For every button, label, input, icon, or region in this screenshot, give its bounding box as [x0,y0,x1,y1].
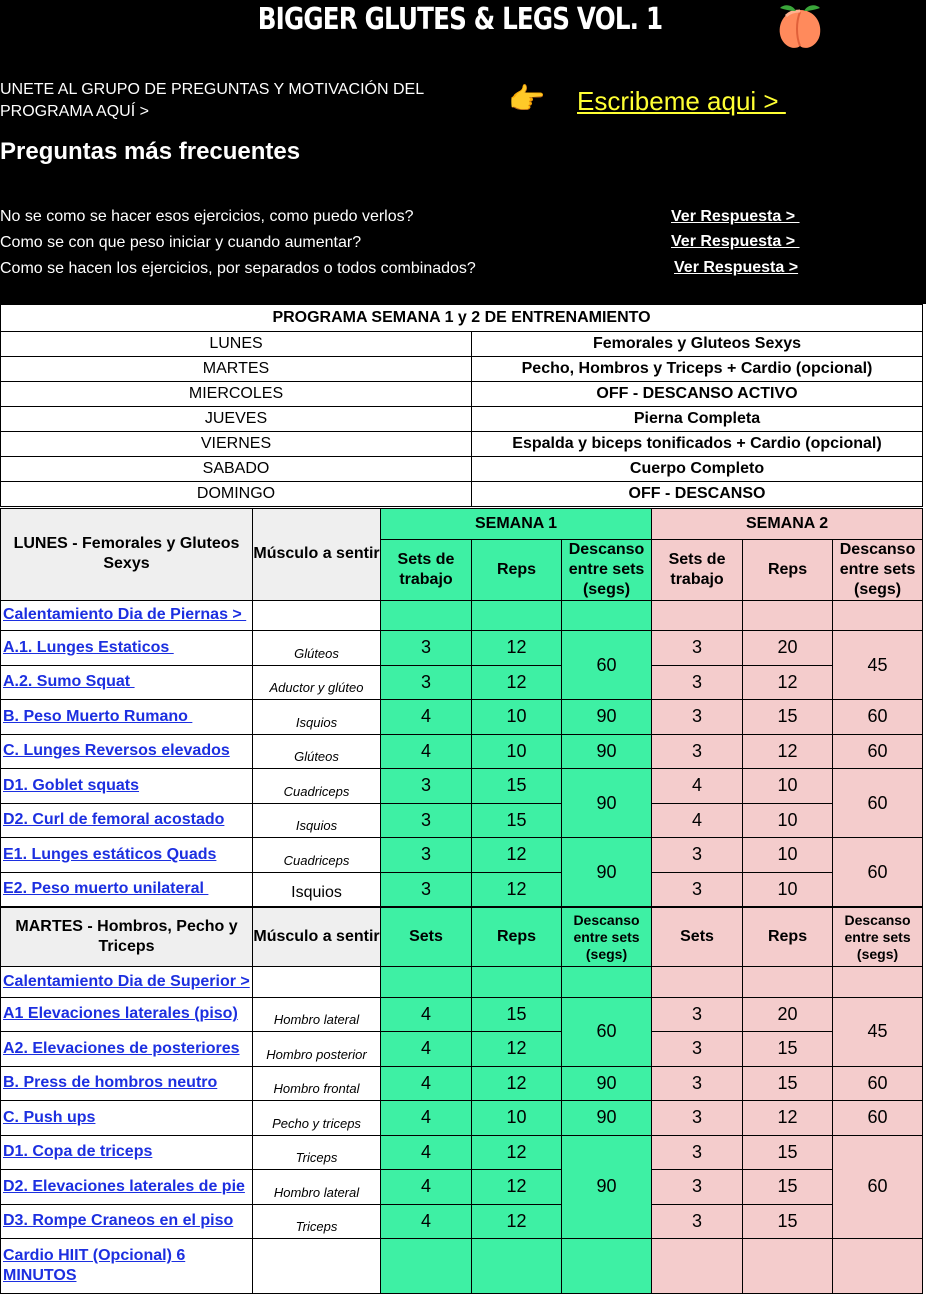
faq-question-3: Como se hacen los ejercicios, por separados o todos combinados? [0,260,476,277]
schedule-row [1,482,923,507]
table-row [1,803,923,838]
w2-rest: 60 [833,1101,923,1136]
w2-reps-header: Reps [743,907,833,967]
join-group-text: UNETE AL GRUPO DE PREGUNTAS Y MOTIVACIÓN DEL PROGRAMA AQUÍ > [0,81,424,120]
exercise-cell [1,734,253,769]
exercise-link[interactable]: B. Peso Muerto Rumano [3,707,193,725]
warmup-upper-link[interactable]: Calentamiento Dia de Superior > [3,972,250,990]
muscle-cell: Triceps [253,1204,381,1239]
empty-cell [743,967,833,998]
muscle-cell: Triceps [253,1135,381,1170]
schedule-focus: Femorales y Gluteos Sexys [472,332,923,357]
w2-reps: 15 [743,700,833,735]
w1-sets: 4 [381,1204,472,1239]
write-me-link[interactable]: Escribeme aqui > [577,86,786,116]
exercise-cell [1,769,253,804]
w2-sets: 4 [652,769,743,804]
cardio-cell [1,1239,253,1294]
muscle-cell: Hombro frontal [253,1066,381,1101]
exercise-cell [1,631,253,666]
w1-sets: 3 [381,872,472,907]
w2-rest: 60 [833,1135,923,1239]
w1-reps: 12 [472,1135,562,1170]
empty-cell [833,600,923,631]
w1-reps-header: Reps [472,907,562,967]
w1-rest: 90 [562,1066,652,1101]
w2-reps: 12 [743,1101,833,1136]
faq-answer-link-3[interactable]: Ver Respuesta > [674,259,799,276]
w2-sets: 3 [652,631,743,666]
exercise-cell [1,997,253,1032]
w2-sets: 3 [652,734,743,769]
muscle-cell: Isquios [253,803,381,838]
w1-reps: 12 [472,631,562,666]
weekly-schedule-table [0,304,923,507]
w1-rest: 90 [562,734,652,769]
schedule-day: DOMINGO [1,482,472,507]
w1-sets-header: Sets [381,907,472,967]
empty-cell [652,967,743,998]
peach-icon [774,2,826,52]
empty-cell [472,967,562,998]
w2-sets: 3 [652,1032,743,1067]
w2-reps: 15 [743,1204,833,1239]
exercise-cell [1,1170,253,1205]
pointing-hand-icon: 👉 [508,83,546,116]
table-row [1,700,923,735]
w1-rest: 90 [562,838,652,908]
schedule-focus: OFF - DESCANSO [472,482,923,507]
cardio-link[interactable]: Cardio HIIT (Opcional) 6 MINUTOS [3,1247,186,1284]
w1-reps: 15 [472,769,562,804]
schedule-day: MARTES [1,357,472,382]
schedule-row [1,357,923,382]
w1-rest: 90 [562,700,652,735]
w1-sets: 4 [381,997,472,1032]
w2-sets: 3 [652,1066,743,1101]
w1-reps: 12 [472,872,562,907]
w2-reps: 10 [743,838,833,873]
w2-reps: 12 [743,665,833,700]
muscle-header: Músculo a sentir [253,907,381,967]
exercise-cell [1,665,253,700]
w1-reps: 12 [472,1170,562,1205]
w2-reps: 10 [743,872,833,907]
schedule-day: LUNES [1,332,472,357]
exercise-cell [1,1101,253,1136]
schedule-row [1,382,923,407]
w2-sets: 3 [652,700,743,735]
empty-cell [652,1239,743,1294]
header-banner [0,0,926,304]
w2-rest-header: Descanso entre sets (segs) [833,539,923,600]
exercise-cell [1,838,253,873]
w2-sets: 3 [652,1204,743,1239]
schedule-day: JUEVES [1,407,472,432]
w1-sets: 4 [381,1170,472,1205]
schedule-day: VIERNES [1,432,472,457]
muscle-cell: Isquios [253,700,381,735]
empty-cell [562,967,652,998]
empty-cell [652,600,743,631]
workout-table [0,508,923,1294]
w2-rest: 60 [833,700,923,735]
w1-reps: 15 [472,997,562,1032]
schedule-day: MIERCOLES [1,382,472,407]
muscle-cell: Pecho y triceps [253,1101,381,1136]
w1-rest: 90 [562,1135,652,1239]
exercise-link[interactable]: D2. Curl de femoral acostado [3,811,225,829]
w2-sets-header: Sets de trabajo [652,539,743,600]
w2-reps-header: Reps [743,539,833,600]
table-row [1,872,923,907]
muscle-cell: Aductor y glúteo [253,665,381,700]
tuesday-title: MARTES - Hombros, Pecho y Triceps [1,907,253,967]
empty-cell [743,600,833,631]
table-row [1,1135,923,1170]
exercise-link[interactable]: E1. Lunges estáticos Quads [3,845,217,863]
w1-rest-header: Descanso entre sets (segs) [562,907,652,967]
w1-sets: 3 [381,769,472,804]
muscle-cell: Hombro lateral [253,997,381,1032]
schedule-focus: OFF - DESCANSO ACTIVO [472,382,923,407]
exercise-link[interactable]: A2. Elevaciones de posteriores [3,1039,240,1057]
empty-cell [381,600,472,631]
w2-sets: 3 [652,838,743,873]
faq-answer-link-2[interactable]: Ver Respuesta > [671,233,800,250]
monday-title: LUNES - Femorales y Gluteos Sexys [1,509,253,601]
w1-sets: 3 [381,631,472,666]
table-row [1,734,923,769]
muscle-cell: Isquios [253,872,381,907]
empty-cell [833,967,923,998]
w2-sets: 3 [652,872,743,907]
faq-question-1: No se como se hacer esos ejercicios, como puedo verlos? [0,208,414,225]
empty-cell [253,600,381,631]
muscle-cell: Hombro lateral [253,1170,381,1205]
w1-sets: 4 [381,1101,472,1136]
w1-sets: 4 [381,700,472,735]
table-row [1,1101,923,1136]
w2-sets: 3 [652,1135,743,1170]
faq-answer-link-1[interactable]: Ver Respuesta > [671,208,800,225]
muscle-cell: Cuadriceps [253,838,381,873]
w1-rest: 90 [562,769,652,838]
exercise-link[interactable]: D3. Rompe Craneos en el piso [3,1212,234,1230]
muscle-cell: Glúteos [253,734,381,769]
schedule-title: PROGRAMA SEMANA 1 y 2 DE ENTRENAMIENTO [1,305,923,332]
w1-reps: 12 [472,1204,562,1239]
exercise-cell [1,1135,253,1170]
exercise-cell [1,803,253,838]
empty-cell [562,1239,652,1294]
muscle-cell: Hombro posterior [253,1032,381,1067]
w2-reps: 15 [743,1135,833,1170]
w1-rest: 90 [562,1101,652,1136]
warmup-upper-cell [1,967,253,998]
w1-rest: 60 [562,997,652,1066]
exercise-link[interactable]: A.1. Lunges Estaticos [3,638,174,656]
w2-rest: 60 [833,1066,923,1101]
muscle-cell: Cuadriceps [253,769,381,804]
w2-reps: 15 [743,1170,833,1205]
exercise-link[interactable]: A.2. Sumo Squat [3,673,135,691]
schedule-row [1,407,923,432]
w1-rest: 60 [562,631,652,700]
w2-reps: 10 [743,803,833,838]
w1-reps: 10 [472,734,562,769]
exercise-link[interactable]: E2. Peso muerto unilateral [3,880,209,898]
w1-reps: 15 [472,803,562,838]
w1-sets-header: Sets de trabajo [381,539,472,600]
schedule-focus: Pecho, Hombros y Triceps + Cardio (opcional) [472,357,923,382]
w2-reps: 10 [743,769,833,804]
w1-reps: 10 [472,1101,562,1136]
w2-reps: 20 [743,631,833,666]
table-row [1,997,923,1032]
table-row [1,1204,923,1239]
muscle-cell: Glúteos [253,631,381,666]
w1-sets: 4 [381,1135,472,1170]
w2-rest-header: Descanso entre sets (segs) [833,907,923,967]
table-row [1,1066,923,1101]
w2-sets-header: Sets [652,907,743,967]
empty-cell [562,600,652,631]
w2-sets: 3 [652,665,743,700]
w2-rest: 60 [833,838,923,908]
exercise-link[interactable]: C. Lunges Reversos elevados [3,742,230,760]
exercise-link[interactable]: B. Press de hombros neutro [3,1074,218,1092]
w1-reps: 12 [472,1066,562,1101]
table-row [1,838,923,873]
w1-sets: 4 [381,734,472,769]
program-title: BIGGER GLUTES & LEGS VOL. 1 [257,2,663,37]
empty-cell [253,967,381,998]
w2-rest: 60 [833,769,923,838]
w1-reps: 12 [472,1032,562,1067]
exercise-cell [1,700,253,735]
week2-header: SEMANA 2 [652,509,923,540]
schedule-row [1,432,923,457]
w1-sets: 4 [381,1066,472,1101]
muscle-header: Músculo a sentir [253,509,381,601]
empty-cell [833,1239,923,1294]
empty-cell [472,1239,562,1294]
w2-sets: 3 [652,997,743,1032]
exercise-link[interactable]: A1 Elevaciones laterales (piso) [3,1005,238,1023]
w1-sets: 3 [381,838,472,873]
w2-rest: 45 [833,997,923,1066]
exercise-cell [1,1066,253,1101]
exercise-cell [1,1204,253,1239]
w2-rest: 45 [833,631,923,700]
w1-reps: 12 [472,838,562,873]
w1-reps: 10 [472,700,562,735]
table-row [1,1170,923,1205]
exercise-cell [1,1032,253,1067]
w1-rest-header: Descanso entre sets (segs) [562,539,652,600]
exercise-link[interactable]: C. Push ups [3,1108,96,1126]
warmup-legs-cell [1,600,253,631]
w2-reps: 15 [743,1066,833,1101]
schedule-day: SABADO [1,457,472,482]
schedule-focus: Pierna Completa [472,407,923,432]
table-row [1,769,923,804]
faq-question-2: Como se con que peso iniciar y cuando aumentar? [0,234,362,251]
w2-sets: 3 [652,1101,743,1136]
w1-reps-header: Reps [472,539,562,600]
w1-sets: 3 [381,803,472,838]
schedule-row [1,332,923,357]
schedule-focus: Cuerpo Completo [472,457,923,482]
w2-sets: 4 [652,803,743,838]
table-row [1,1032,923,1067]
w2-reps: 20 [743,997,833,1032]
exercise-link[interactable]: D1. Copa de triceps [3,1143,153,1161]
table-row [1,1239,923,1294]
exercise-cell [1,872,253,907]
empty-cell [381,1239,472,1294]
w2-reps: 12 [743,734,833,769]
empty-cell [472,600,562,631]
w2-rest: 60 [833,734,923,769]
empty-cell [381,967,472,998]
w1-sets: 4 [381,1032,472,1067]
schedule-row [1,457,923,482]
table-row [1,631,923,666]
w1-sets: 3 [381,665,472,700]
w2-sets: 3 [652,1170,743,1205]
w2-reps: 15 [743,1032,833,1067]
w1-reps: 12 [472,665,562,700]
empty-cell [253,1239,381,1294]
warmup-legs-link[interactable]: Calentamiento Dia de Piernas > [3,606,247,624]
exercise-link[interactable]: D1. Goblet squats [3,776,140,794]
table-row [1,665,923,700]
week1-header: SEMANA 1 [381,509,652,540]
faq-title: Preguntas más frecuentes [0,138,301,165]
schedule-focus: Espalda y biceps tonificados + Cardio (opcional) [472,432,923,457]
empty-cell [743,1239,833,1294]
exercise-link[interactable]: D2. Elevaciones laterales de pie [3,1177,245,1195]
